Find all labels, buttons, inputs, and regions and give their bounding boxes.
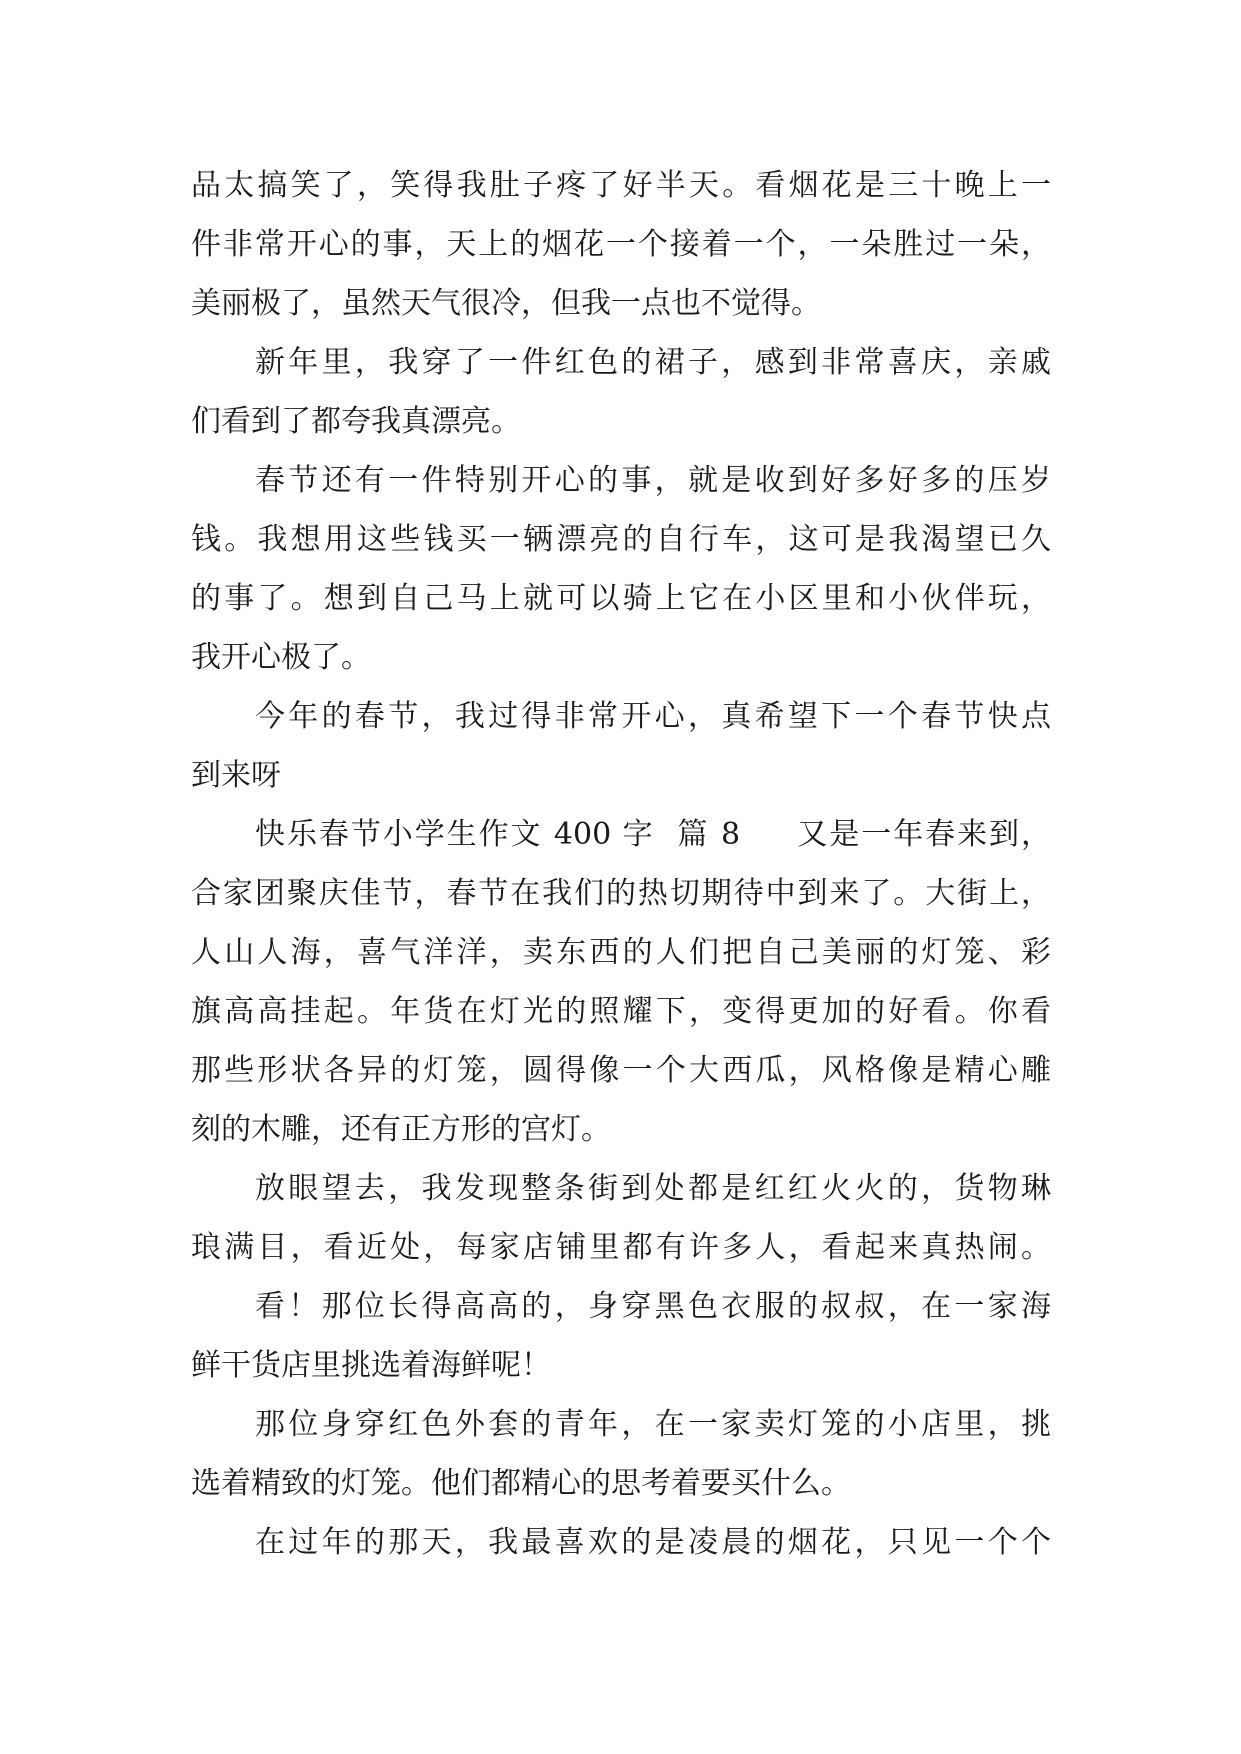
text-line: 件非常开心的事，天上的烟花一个接着一个，一朵胜过一朵， [191,227,1051,262]
text-line: 春节还有一件特别开心的事，就是收到好多好多的压岁 [255,463,1051,498]
text-line: 旗高高挂起。年货在灯光的照耀下，变得更加的好看。你看 [191,994,1051,1029]
text-line: 的事了。想到自己马上就可以骑上它在小区里和小伙伴玩， [191,581,1051,616]
text-line: 放眼望去，我发现整条街到处都是红红火火的，货物琳 [255,1171,1051,1206]
text-line: 我开心极了。 [191,640,371,675]
text-line: 鲜干货店里挑选着海鲜呢！ [191,1348,551,1383]
text-line: 选着精致的灯笼。他们都精心的思考着要买什么。 [191,1466,851,1501]
text-line: 新年里，我穿了一件红色的裙子，感到非常喜庆，亲戚 [255,345,1051,380]
text-line: 在过年的那天，我最喜欢的是凌晨的烟花，只见一个个 [255,1525,1051,1560]
text-line: 那位身穿红色外套的青年，在一家卖灯笼的小店里，挑 [255,1407,1051,1442]
text-line: 们看到了都夸我真漂亮。 [191,404,521,439]
text-line: 看！那位长得高高的，身穿黑色衣服的叔叔，在一家海 [255,1289,1051,1324]
text-line: 合家团聚庆佳节，春节在我们的热切期待中到来了。大街上， [191,876,1051,911]
text-line: 刻的木雕，还有正方形的宫灯。 [191,1112,611,1147]
text-line: 琅满目，看近处，每家店铺里都有许多人，看起来真热闹。 [191,1230,1051,1265]
text-line: 到来呀 [191,758,281,793]
text-line: 人山人海，喜气洋洋，卖东西的人们把自己美丽的灯笼、彩 [191,935,1051,970]
text-line: 钱。我想用这些钱买一辆漂亮的自行车，这可是我渴望已久 [191,522,1051,557]
text-line: 今年的春节，我过得非常开心，真希望下一个春节快点 [255,699,1051,734]
text-line: 那些形状各异的灯笼，圆得像一个大西瓜，风格像是精心雕 [191,1053,1051,1088]
essay-body [191,156,1051,1572]
text-line: 快乐春节小学生作文 400 字 篇 8 又是一年春来到， [255,817,1051,852]
text-line: 品太搞笑了，笑得我肚子疼了好半天。看烟花是三十晚上一 [191,168,1051,203]
text-line: 美丽极了，虽然天气很冷，但我一点也不觉得。 [191,286,821,321]
